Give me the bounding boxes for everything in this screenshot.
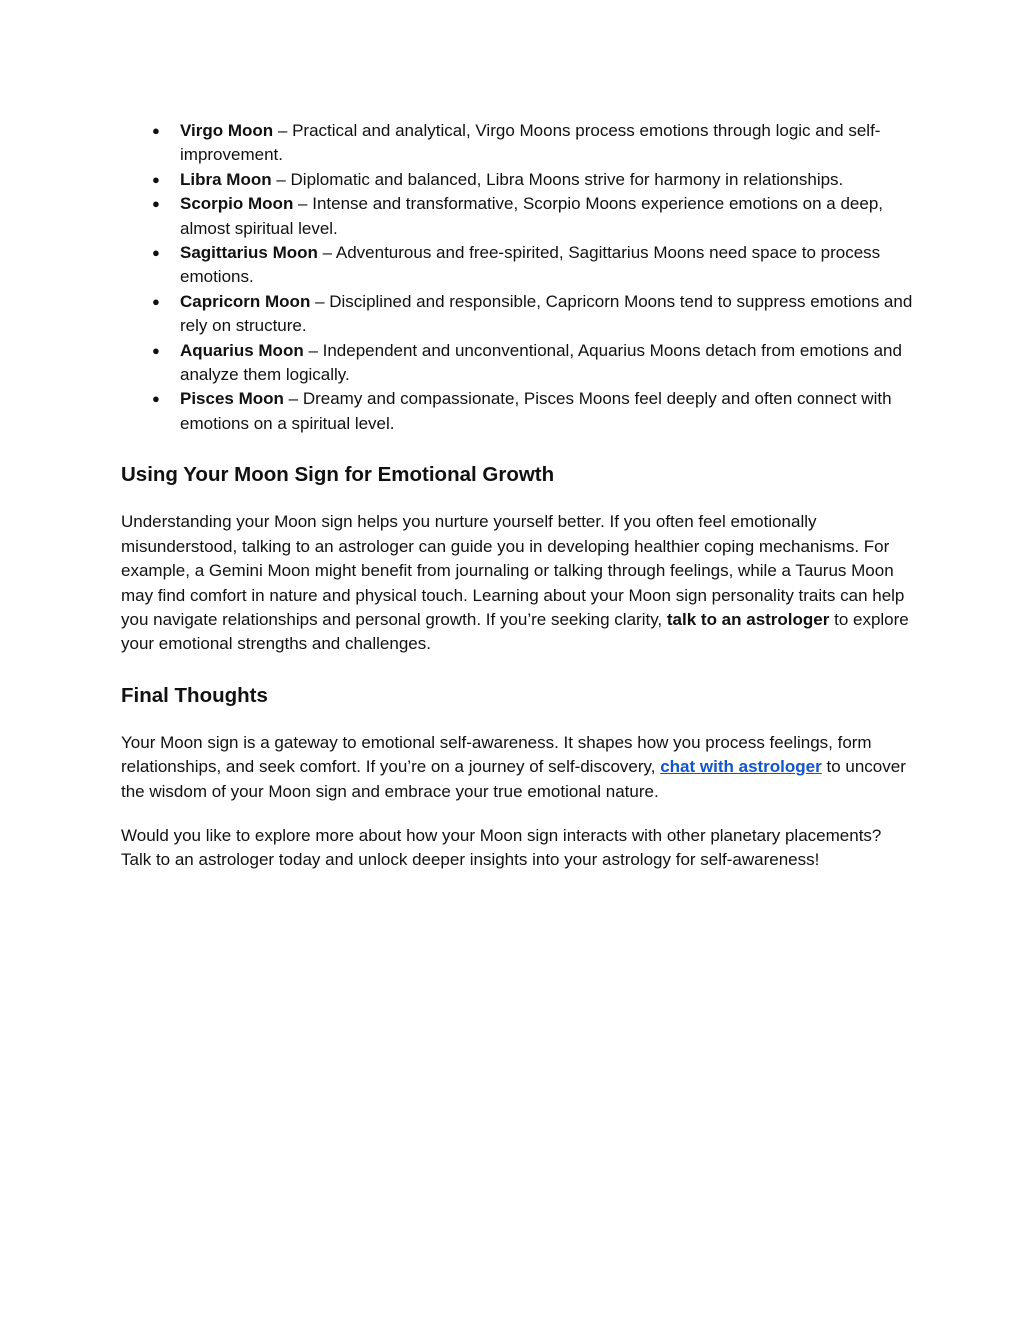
list-item <box>121 387 914 436</box>
bullet-icon: ● <box>152 245 160 261</box>
list-item <box>121 241 914 290</box>
list-item <box>121 339 914 388</box>
bullet-icon: ● <box>152 196 160 212</box>
moon-sign-description: – Disciplined and responsible, Capricorn Moons tend to suppress emotions and rely on structure. <box>180 291 913 336</box>
bullet-icon: ● <box>152 123 160 138</box>
chat-with-astrologer-link[interactable]: chat with astrologer <box>660 757 822 777</box>
paragraph-text: to explore your emotional strengths and challenges. <box>121 609 909 654</box>
moon-sign-name: Aquarius Moon <box>180 340 304 360</box>
paragraph-text: Understanding your Moon sign helps you nurture yourself better. If you often feel emotionally misunderstood, talking to an astrologer can guide you in developing healthier coping mechanisms. For example, a Gemini Moon might benefit from journaling or talking through feelings, while a Taurus Moon may find comfort in nature and physical touch. Learning about your Moon sign personality traits can help you navigate relationships and personal growth. If you’re seeking clarity, <box>121 512 905 629</box>
moon-sign-description: – Adventurous and free-spirited, Sagittarius Moons need space to process emotions. <box>180 243 881 287</box>
section-heading-emotional-growth: Using Your Moon Sign for Emotional Growth <box>121 463 555 487</box>
list-item <box>121 168 914 192</box>
paragraph-bold-text: talk to an astrologer <box>666 609 830 629</box>
bullet-icon: ● <box>152 342 160 358</box>
moon-sign-description: – Dreamy and compassionate, Pisces Moons feel deeply and often connect with emotions on a spiritual level. <box>180 389 892 433</box>
moon-sign-name: Scorpio Moon <box>180 194 294 214</box>
moon-sign-name: Sagittarius Moon <box>180 243 318 263</box>
bullet-icon: ● <box>152 293 160 309</box>
paragraph-text: to uncover the wisdom of your Moon sign and embrace your true emotional nature. <box>121 757 906 801</box>
section-heading-final-thoughts: Final Thoughts <box>121 683 268 707</box>
closing-paragraph: Would you like to explore more about how your Moon sign interacts with other planetary placements? Talk to an astrologer today and unlock deeper insights into your astrology for self-awareness! <box>121 825 882 870</box>
moon-sign-name: Capricorn Moon <box>180 291 311 311</box>
list-item <box>121 192 914 241</box>
moon-sign-description: – Practical and analytical, Virgo Moons process emotions through logic and self-improvement. <box>180 121 881 165</box>
moon-sign-description: – Diplomatic and balanced, Libra Moons strive for harmony in relationships. <box>271 169 844 189</box>
final-thoughts-paragraph <box>121 731 914 804</box>
list-item <box>121 119 914 168</box>
moon-sign-description: – Independent and unconventional, Aquarius Moons detach from emotions and analyze them logically. <box>180 340 902 385</box>
emotional-growth-paragraph <box>121 510 914 656</box>
bullet-icon: ● <box>152 171 160 187</box>
moon-sign-name: Virgo Moon <box>180 121 274 140</box>
list-item <box>121 290 914 339</box>
moon-sign-name: Pisces Moon <box>180 389 284 409</box>
moon-sign-list <box>121 119 914 436</box>
moon-sign-description: – Intense and transformative, Scorpio Moons experience emotions on a deep, almost spiritual level. <box>180 194 884 238</box>
paragraph-text: Your Moon sign is a gateway to emotional self-awareness. It shapes how you process feelings, form relationships, and seek comfort. If you’re on a journey of self-discovery, <box>121 732 872 777</box>
moon-sign-name: Libra Moon <box>180 169 272 189</box>
bullet-icon: ● <box>152 391 160 407</box>
